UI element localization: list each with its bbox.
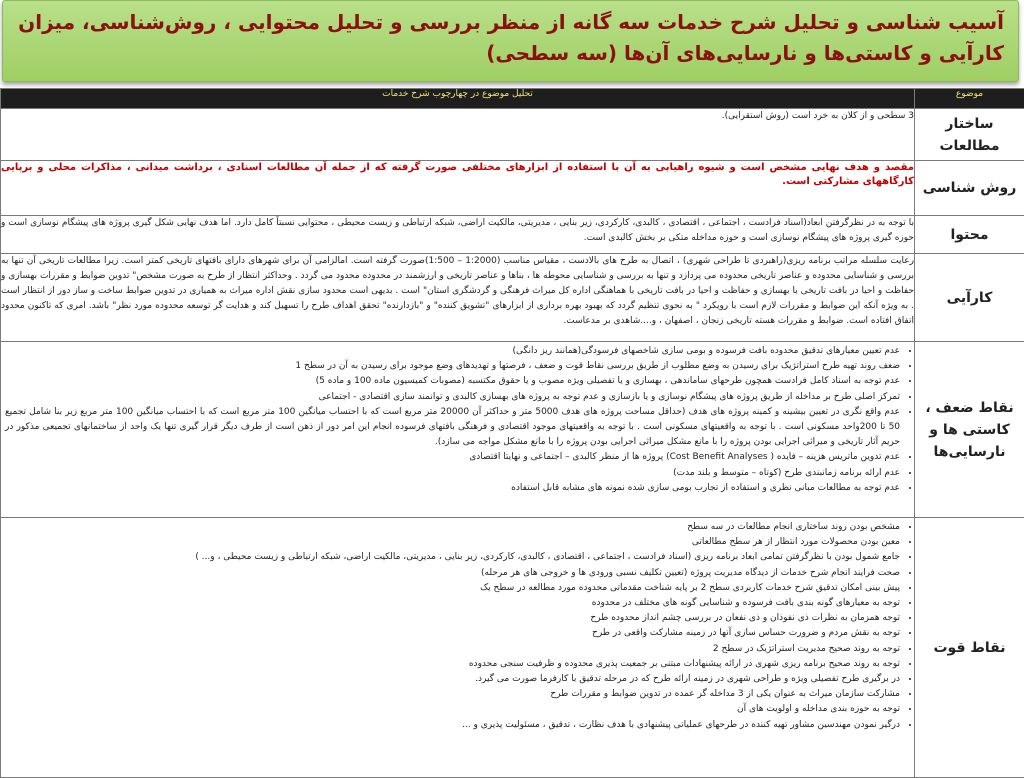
topic-weakness: نقاط ضعف ، کاستی ها و نارسایی‌ها bbox=[915, 342, 1024, 518]
list-item: • جامع شمول بودن با نظرگرفتن تمامی ابعاد برنامه ریزی (اسناد فرادست ، اجتماعی ، اقتصادی ، کالبدی، کارکردی، زیر بنایی ، مدیریتی، مالکیت اراضی، شبکه ارتباطی و زیست محیطی ، و... ) bbox=[5, 550, 900, 565]
topic-method: روش شناسی bbox=[915, 161, 1024, 216]
list-item: • تمرکز اصلی طرح بر مداخله از طریق پروژه های پیشگام نوسازی و یا بازسازی و عدم توجه به پروژه های بهسازی کالبدی و توانمند سازی اقتصادی - اجتماعی bbox=[5, 390, 900, 405]
list-item: • پیش بینی امکان تدقیق شرح خدمات کاربردی سطح 2 بر پایه شناخت مقدماتی محدوده مورد مطالعه در سطح یک bbox=[5, 581, 900, 596]
list-item: • عدم توجه به مطالعات مبانی نظری و استفاده از تجارب بومی سازی شده نمونه های مشابه قابل استفاده bbox=[5, 481, 900, 496]
list-item: • توجه به نقش مردم و ضرورت حساس سازی آنها در زمینه مشارکت واقعی در طرح bbox=[5, 626, 900, 641]
list-item: • صحت فرایند انجام شرح خدمات از دیدگاه مدیریت پروژه (تعیین تکلیف نسبی ورودی ها و خروجی های هر مرحله) bbox=[5, 566, 900, 581]
strength-list bbox=[1, 520, 914, 733]
list-item: • مشخص بودن روند ساختاری انجام مطالعات در سه سطح bbox=[5, 520, 900, 535]
analysis-strength bbox=[1, 518, 915, 778]
page-title: آسیب شناسی و تحلیل شرح خدمات سه گانه از منظر بررسی و تحلیل محتوایی ، روش‌شناسی، میزان کارآیی و کاستی‌ها و نارسایی‌های آن‌ها (سه سطحی) bbox=[3, 1, 1018, 69]
analysis-content: با توجه به در نظرگرفتن ابعاد(اسناد فرادست ، اجتماعی ، اقتصادی ، کالبدی، کارکردی، زیر بنایی ، مدیریتی، مالکیت اراضی، شبکه ارتباطی و زیست محیطی ، محتوایی نسبتاً کامل دارد. اما هدف نهایی شکل گیری پروژه های پیشگام نوسازی است و حوزه گیری پروژه های پیشگام نوسازی است و حوزه مداخله متکی بر بخش کالبدی است. bbox=[1, 216, 915, 254]
list-item: • عدم ارائه برنامه زمانبندی طرح (کوتاه – متوسط و بلند مدت) bbox=[5, 466, 900, 481]
list-item: • مشارکت سازمان میراث به عنوان یکی از 3 مداخله گر عمده در تدوین ضوابط و مقررات طرح bbox=[5, 687, 900, 702]
analysis-structure: 3 سطحی و از کلان به خرد است (روش استقرایی). bbox=[1, 109, 915, 161]
table-row-structure bbox=[1, 109, 1024, 161]
analysis-weakness bbox=[1, 342, 915, 518]
list-item: • توجه همزمان به نظرات ذی نفوذان و ذی نفعان در بررسی چشم انداز محدوده طرح bbox=[5, 611, 900, 626]
list-item: • توجه به معیارهای گونه بندی بافت فرسوده و شناسایی گونه های مختلف در محدوده bbox=[5, 596, 900, 611]
table-row-strength bbox=[1, 518, 1024, 778]
list-item: • عدم تدوین ماتریس هزینه – فایده ( Cost Benefit Analyses) پروژه ها از منظر کالبدی – اجتماعی و نهایتا اقتصادی bbox=[5, 450, 900, 465]
list-item: • عدم تعیین معیارهای تدقیق محدوده بافت فرسوده و بومی سازی شاخصهای فرسودگی(همانند ریز دانگی) bbox=[5, 344, 900, 359]
table-row-weakness bbox=[1, 342, 1024, 518]
list-item: • عدم توجه به اسناد کامل فرادست همچون طرحهای ساماندهی ، بهسازی و یا تفصیلی ویژه مصوب و یا حقوق مکتسبه (مصوبات کمیسیون ماده 100 و ماده 5) bbox=[5, 374, 900, 389]
table-row-efficiency bbox=[1, 254, 1024, 342]
list-item: • ضعف روند تهیه طرح استراتژیک برای رسیدن به وضع مطلوب از طریق بررسی نقاط قوت و ضعف ، فرصتها و تهدیدهای وضع موجود برای رسیدن به آن در سطح 1 bbox=[5, 359, 900, 374]
list-item: • درگیر نمودن مهندسین مشاور تهیه کننده در طرحهای عملیاتی پیشنهادی با هدف نظارت ، تدقیق ، مسئولیت پذیری و ... bbox=[5, 718, 900, 733]
title-banner bbox=[2, 0, 1019, 82]
analysis-efficiency: رعایت سلسله مراتب برنامه ریزی(راهبردی تا طراحی شهری) ، اتصال به طرح های بالادست ، مقیاس مناسب (1:2000 – 1:500)صورت گرفته است. امالزامی آن برای شهرهای دارای بافتهای تاریخی کمتر است. زیرا مطالعات تاریخی آن تنها به بررسی و شناسایی محدوده و عناصر تاریخی محدوده می پردازد و تنها به بررسی و شناسایی محوطه ها ، بناها و عناصر تاریخی و ارزشمند در محدوده محدود می گردد . وحداکثر انتظار از طرح به صورت مشخص" تدوین ضوابط و مقررات بهسازی و حفاظت و احیا در بافت تاریخی با بهسازی و حفاظت و احیا در بافت تاریخی با هماهنگی اداره کل میراث فرهنگی و گردشگری استان" است . بدیهی است محدود سازی نقش اداره میراث به همیاری در تدوین ضوابط ساخت و ساز دور از انتظار است . به ویژه آنکه این ضوابط و مقررات لازم است با رویکرد " به نحوی تنظیم گردد که بهبود بهره برداری از ابزارهای "تشویق کننده" و "بازدارنده" تحقق اهداف طرح را تسهیل کند و هدایت گر توسعه محدوده مورد نظر" باشد. امری که تاکنون محدود اتفاق افتاده است. ضوابط و مقررات هسته تاریخی زنجان ، اصفهان ، و....شاهدی بر مدعاست. bbox=[1, 254, 915, 342]
list-item: • عدم واقع نگری در تعیین بیشینه و کمینه پروژه های هدف (حداقل مساحت پروژه های هدف 5000 متر و حداکثر آن 20000 متر مربع است که با احتساب میانگین 100 متر مربع است که با احتساب میانگین 100 متر مربع زیر بنا شامل تجمیع 50 تا 200واحد مسکونی است . با توجه به واقعیتهای مسکونی است . با توجه به واقعیتهای موجود اقتصادی و فرهنگی بافتهای فرسوده انجام این امر دور از ذهن است از طرف دیگر قرار گیری تنها یک واحد از ساختمانهای تجمیعی مذکور در حریم آثار تاریخی و میراثی اجرایی بودن پروژه را با مانع مشکل میراثی اجرایی بودن پروژه را با مانع مشکل مواجه می سازد). bbox=[5, 405, 900, 451]
list-item: • توجه به روند صحیح مدیریت استراتژیک در سطح 2 bbox=[5, 642, 900, 657]
topic-efficiency: کارآیی bbox=[915, 254, 1024, 342]
analysis-method: مقصد و هدف نهایی مشخص است و شیوه راهیابی به آن با استفاده از ابزارهای مختلفی صورت گرفته که از جمله آن مطالعات اسنادی ، برداشت میدانی ، مذاکرات محلی و برپایی کارگاههای مشارکتی است. bbox=[1, 161, 915, 216]
table-row-content bbox=[1, 216, 1024, 254]
list-item: • توجه به حوزه بندی مداخله و اولویت های آن bbox=[5, 702, 900, 717]
table-row-method bbox=[1, 161, 1024, 216]
table-header-row bbox=[1, 89, 1024, 109]
weakness-list bbox=[1, 344, 914, 496]
analysis-column-header: تحلیل موضوع در چهارچوب شرح خدمات bbox=[1, 89, 915, 109]
analysis-table bbox=[0, 88, 1024, 778]
topic-column-header: موضوع bbox=[915, 89, 1024, 109]
topic-content: محتوا bbox=[915, 216, 1024, 254]
topic-strength: نقاط قوت bbox=[915, 518, 1024, 778]
topic-structure: ساختار مطالعات bbox=[915, 109, 1024, 161]
list-item: • در برگیری طرح تفصیلی ویژه و طراحی شهری در زمینه ارائه طرح که در مرحله تدقیق با کارفرما صورت می گیرد. bbox=[5, 672, 900, 687]
list-item: • توجه به روند صحیح برنامه ریزی شهری در ارائه پیشنهادات مبتنی بر جمعیت پذیری محدوده و ظرفیت سنجی محدوده bbox=[5, 657, 900, 672]
list-item: • معین بودن محصولات مورد انتظار از هر سطح مطالعاتی bbox=[5, 535, 900, 550]
